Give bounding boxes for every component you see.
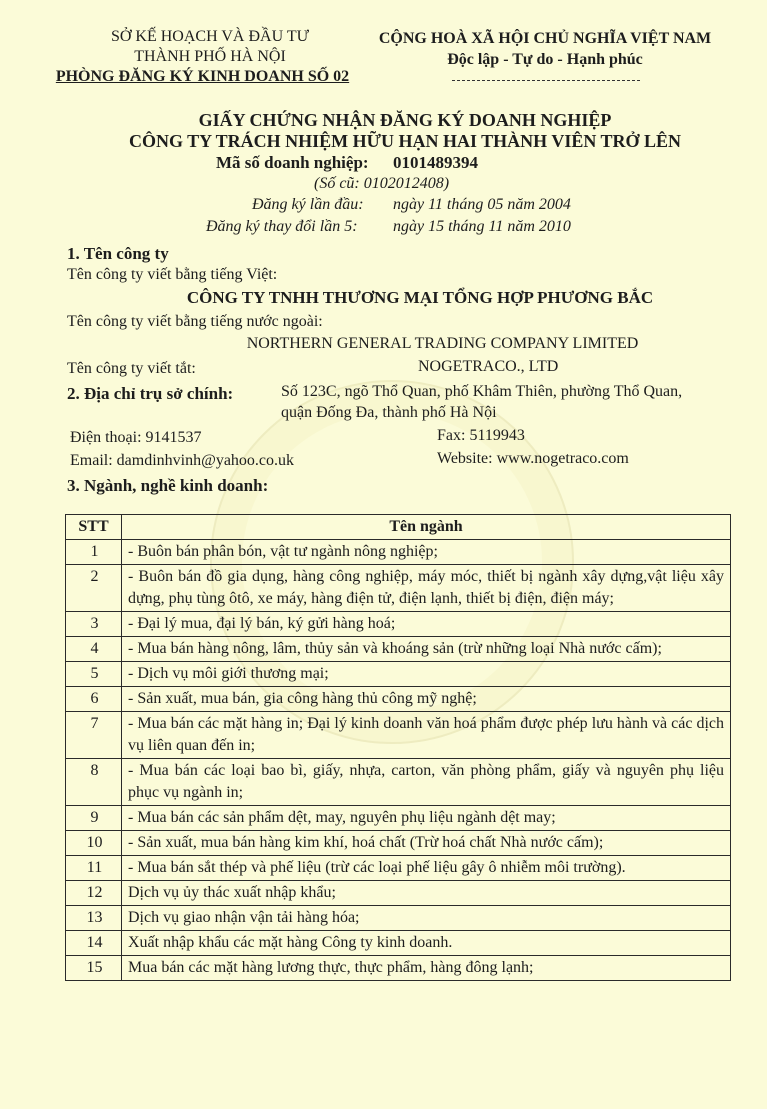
first-registration-label: Đăng ký lần đầu: <box>252 196 364 213</box>
table-row <box>66 931 731 956</box>
row-number: 13 <box>66 906 122 931</box>
website-line: Website: www.nogetraco.com <box>437 450 629 467</box>
table-row <box>66 956 731 981</box>
business-line-name: Mua bán các mặt hàng lương thực, thực phẩm, hàng đông lạnh; <box>122 956 731 981</box>
table-row <box>66 565 731 612</box>
address-line-2: quận Đống Đa, thành phố Hà Nội <box>281 404 497 421</box>
row-number: 8 <box>66 759 122 806</box>
row-number: 2 <box>66 565 122 612</box>
foreign-company-name: NORTHERN GENERAL TRADING COMPANY LIMITED <box>246 335 639 352</box>
enterprise-code-label: Mã số doanh nghiệp: <box>216 153 369 172</box>
foreign-name-label: Tên công ty viết bằng tiếng nước ngoài: <box>67 313 323 330</box>
vietnamese-company-name: CÔNG TY TNHH THƯƠNG MẠI TỔNG HỢP PHƯƠNG BẮC <box>186 288 654 307</box>
column-header-stt: STT <box>66 515 122 540</box>
column-header-name: Tên ngành <box>122 515 731 540</box>
row-number: 14 <box>66 931 122 956</box>
table-row <box>66 806 731 831</box>
table-row <box>66 612 731 637</box>
table-row <box>66 540 731 565</box>
email-line: Email: damdinhvinh@yahoo.co.uk <box>70 452 295 469</box>
row-number: 4 <box>66 637 122 662</box>
business-line-name: Xuất nhập khẩu các mặt hàng Công ty kinh doanh. <box>122 931 731 956</box>
section3-heading: 3. Ngành, nghề kinh doanh: <box>67 476 269 495</box>
table-row <box>66 759 731 806</box>
table-row <box>66 906 731 931</box>
table-row <box>66 637 731 662</box>
table-row <box>66 687 731 712</box>
change-registration-date: ngày 15 tháng 11 năm 2010 <box>393 218 571 235</box>
address-line-1: Số 123C, ngõ Thổ Quan, phố Khâm Thiên, phường Thổ Quan, <box>281 383 683 400</box>
row-number: 1 <box>66 540 122 565</box>
table-row <box>66 831 731 856</box>
business-line-name: Dịch vụ ủy thác xuất nhập khẩu; <box>122 881 731 906</box>
row-number: 9 <box>66 806 122 831</box>
business-line-name: - Mua bán các mặt hàng in; Đại lý kinh doanh văn hoá phẩm được phép lưu hành và các dịch vụ liên quan đến in; <box>122 712 731 759</box>
section2-heading: 2. Địa chỉ trụ sở chính: <box>67 384 234 403</box>
table-row <box>66 662 731 687</box>
business-line-name: - Sản xuất, mua bán, gia công hàng thủ công mỹ nghệ; <box>122 687 731 712</box>
row-number: 10 <box>66 831 122 856</box>
table-row <box>66 856 731 881</box>
row-number: 15 <box>66 956 122 981</box>
vietnamese-name-label: Tên công ty viết bằng tiếng Việt: <box>67 266 278 283</box>
table-header-row <box>66 515 731 540</box>
business-line-name: - Đại lý mua, đại lý bán, ký gửi hàng hoá; <box>122 612 731 637</box>
header-nation: CỘNG HOÀ XÃ HỘI CHỦ NGHĨA VIỆT NAM <box>378 30 712 47</box>
header-department: SỞ KẾ HOẠCH VÀ ĐẦU TƯ <box>110 28 310 45</box>
table-row <box>66 712 731 759</box>
row-number: 12 <box>66 881 122 906</box>
business-line-name: - Mua bán sắt thép và phế liệu (trừ các loại phế liệu gây ô nhiễm môi trường). <box>122 856 731 881</box>
business-line-name: Dịch vụ giao nhận vận tải hàng hóa; <box>122 906 731 931</box>
business-line-name: - Mua bán các sản phẩm dệt, may, nguyên phụ liệu ngành dệt may; <box>122 806 731 831</box>
table-body <box>66 540 731 981</box>
business-line-name: - Sản xuất, mua bán hàng kim khí, hoá chất (Trừ hoá chất Nhà nước cấm); <box>122 831 731 856</box>
phone-line: Điện thoại: 9141537 <box>70 429 202 446</box>
business-line-name: - Dịch vụ môi giới thương mại; <box>122 662 731 687</box>
table-row <box>66 881 731 906</box>
business-line-name: - Buôn bán đồ gia dụng, hàng công nghiệp, máy móc, thiết bị ngành xây dựng,vật liệu xây dựng, phụ tùng ôtô, xe máy, hàng điện tử, điện lạnh, thiết bị điện, điện máy; <box>122 565 731 612</box>
short-company-name: NOGETRACO., LTD <box>418 358 559 375</box>
enterprise-code-value: 0101489394 <box>393 153 478 172</box>
header-office: PHÒNG ĐĂNG KÝ KINH DOANH SỐ 02 <box>55 68 350 85</box>
row-number: 11 <box>66 856 122 881</box>
row-number: 3 <box>66 612 122 637</box>
business-line-name: - Mua bán hàng nông, lâm, thủy sản và khoáng sản (trừ những loại Nhà nước cấm); <box>122 637 731 662</box>
section1-heading: 1. Tên công ty <box>67 244 169 263</box>
row-number: 7 <box>66 712 122 759</box>
business-line-name: - Mua bán các loại bao bì, giấy, nhựa, carton, văn phòng phẩm, giấy và nguyên phụ liệu phục vụ ngành in; <box>122 759 731 806</box>
header-city: THÀNH PHỐ HÀ NỘI <box>134 48 286 65</box>
row-number: 5 <box>66 662 122 687</box>
fax-line: Fax: 5119943 <box>437 427 525 444</box>
header-motto: Độc lập - Tự do - Hạnh phúc <box>447 51 643 68</box>
certificate-title: GIẤY CHỨNG NHẬN ĐĂNG KÝ DOANH NGHIỆP <box>198 110 612 130</box>
business-lines-table <box>65 514 731 981</box>
company-type-title: CÔNG TY TRÁCH NHIỆM HỮU HẠN HAI THÀNH VIÊN TRỞ LÊN <box>128 131 682 151</box>
short-name-label: Tên công ty viết tắt: <box>67 360 196 377</box>
motto-dashed-rule <box>452 80 640 81</box>
old-code: (Số cũ: 0102012408) <box>314 175 450 192</box>
change-registration-label: Đăng ký thay đổi lần 5: <box>206 218 358 235</box>
row-number: 6 <box>66 687 122 712</box>
first-registration-date: ngày 11 tháng 05 năm 2004 <box>393 196 571 213</box>
business-line-name: - Buôn bán phân bón, vật tư ngành nông nghiệp; <box>122 540 731 565</box>
